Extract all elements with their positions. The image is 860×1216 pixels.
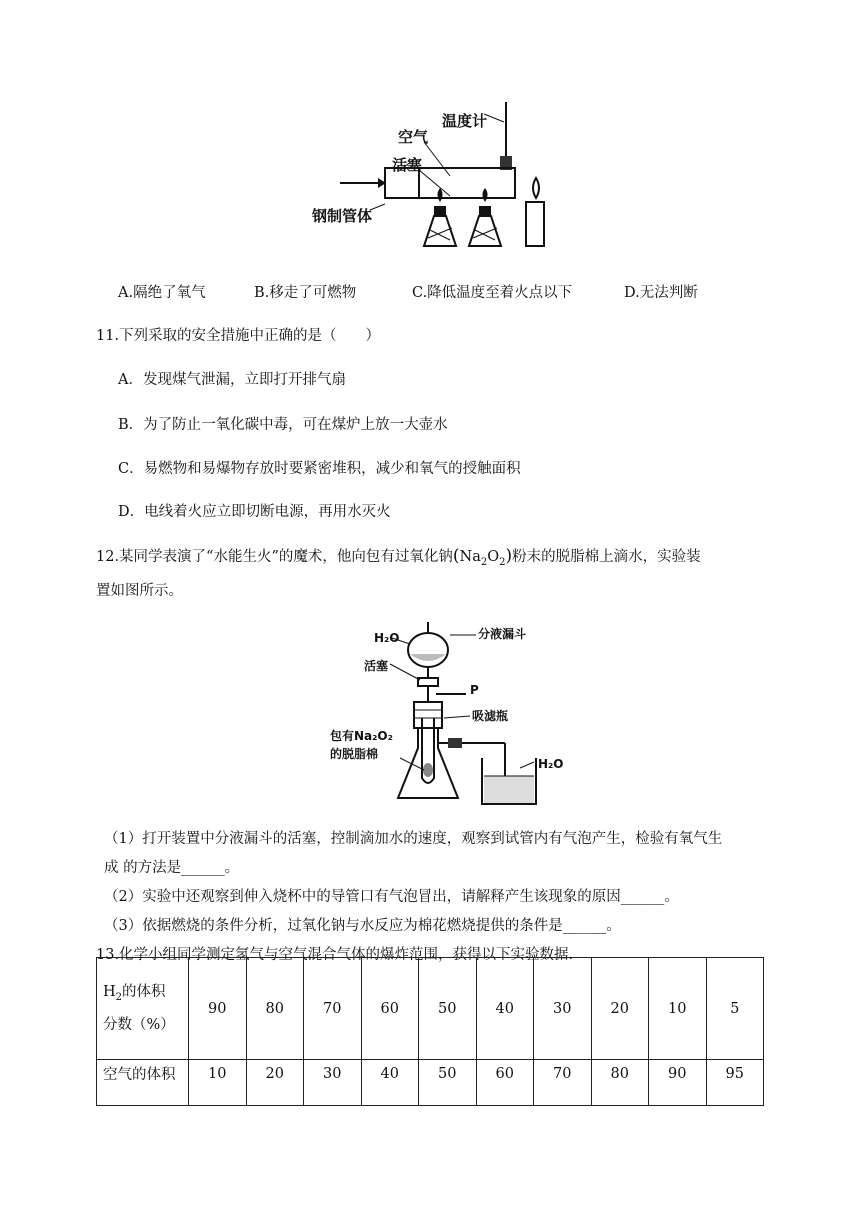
q11-option-c: C．易燃物和易爆物存放时要紧密堆积，减少和氧气的授触面积: [118, 461, 521, 477]
q12-apparatus-figure: [330, 618, 580, 812]
alcohol-lamp-right: [469, 188, 501, 246]
table-cell: 90: [649, 1060, 707, 1106]
q12-sub1-line2: 成 的方法是______。: [104, 860, 240, 876]
table-cell: 50: [419, 958, 477, 1060]
table-cell: 80: [246, 958, 304, 1060]
table-cell: 70: [304, 958, 362, 1060]
table-row: [97, 1060, 764, 1106]
label-thermometer: 温度计: [442, 112, 488, 130]
q11-option-b: B．为了防止一氧化碳中毒，可在煤炉上放一大壶水: [118, 417, 448, 433]
q11-option-a: A．发现煤气泄漏，立即打开排气扇: [118, 372, 346, 388]
table-cell: 30: [304, 1060, 362, 1106]
label-h2o-top: H₂O: [374, 631, 400, 645]
q10-apparatus-figure: [300, 98, 560, 258]
table-cell: 70: [534, 1060, 592, 1106]
label-air: 空气: [398, 128, 429, 146]
label-h2o-beaker: H₂O: [538, 757, 564, 771]
table-cell: 10: [189, 1060, 247, 1106]
table-cell: 5: [706, 958, 764, 1060]
hydrogen-air-table: [96, 957, 764, 1106]
label-p: P: [470, 683, 479, 697]
table-cell: 30: [534, 958, 592, 1060]
candle-icon: [526, 178, 544, 246]
q10-option-a: A.隔绝了氧气: [118, 285, 206, 301]
label-funnel: 分液漏斗: [478, 627, 527, 641]
table-cell: 95: [706, 1060, 764, 1106]
alcohol-lamp-left: [424, 188, 456, 246]
table-cell: 40: [361, 1060, 419, 1106]
q10-option-b: B.移走了可燃物: [254, 285, 357, 301]
label-tube: 钢制管体: [312, 207, 373, 225]
table-cell: 80: [591, 1060, 649, 1106]
q11-stem: 11.下列采取的安全措施中正确的是（ ）: [96, 328, 381, 344]
table-header-air: 空气的体积: [97, 1060, 189, 1106]
q11-option-d: D．电线着火应立即切断电源，再用水灭火: [118, 504, 391, 520]
q13-stem: 13.化学小组同学测定氢气与空气混合气体的爆炸范围，获得以下实验数据.: [96, 947, 574, 963]
q12-stem-part1: 12.某同学表演了“水能生火”的魔术，他向包有过氧化钠: [96, 549, 453, 565]
table-cell: 20: [591, 958, 649, 1060]
label-cotton-1: 包有Na₂O₂: [330, 729, 393, 743]
table-cell: 60: [476, 1060, 534, 1106]
q12-sub3: （3）依据燃烧的条件分析，过氧化钠与水反应为棉花燃烧提供的条件是______。: [104, 918, 621, 934]
table-row: [97, 958, 764, 1060]
label-piston: 活塞: [392, 156, 423, 174]
table-header-h2: $H_2$的体积 分数（%）: [97, 958, 189, 1060]
q12-sub1-line1: （1）打开装置中分液漏斗的活塞，控制滴加水的速度，观察到试管内有气泡产生，检验有氧气生: [104, 831, 723, 847]
separatory-funnel: [408, 622, 448, 708]
table-cell: 20: [246, 1060, 304, 1106]
label-cotton-2: 的脱脂棉: [330, 747, 379, 761]
table-cell: 10: [649, 958, 707, 1060]
q12-stem-part2: 粉末的脱脂棉上滴水，实验装: [512, 549, 701, 565]
q10-option-c: C.降低温度至着火点以下: [412, 285, 573, 301]
label-flask: 吸滤瓶: [472, 709, 509, 723]
q12-sub2: （2）实验中还观察到伸入烧杯中的导管口有气泡冒出，请解释产生该现象的原因______。: [104, 889, 679, 905]
table-cell: 90: [189, 958, 247, 1060]
q12-stem-line1: 12.某同学表演了“水能生火”的魔术，他向包有过氧化钠$(Na_2O_2)$粉末的脱脂棉上滴水，实验装: [96, 546, 701, 568]
table-cell: 60: [361, 958, 419, 1060]
q12-stem-line2: 置如图所示。: [96, 583, 183, 599]
q12-formula: (: [452, 546, 460, 566]
q10-option-d: D.无法判断: [624, 285, 698, 301]
table-cell: 50: [419, 1060, 477, 1106]
label-stopcock: 活塞: [364, 659, 389, 673]
table-cell: 40: [476, 958, 534, 1060]
